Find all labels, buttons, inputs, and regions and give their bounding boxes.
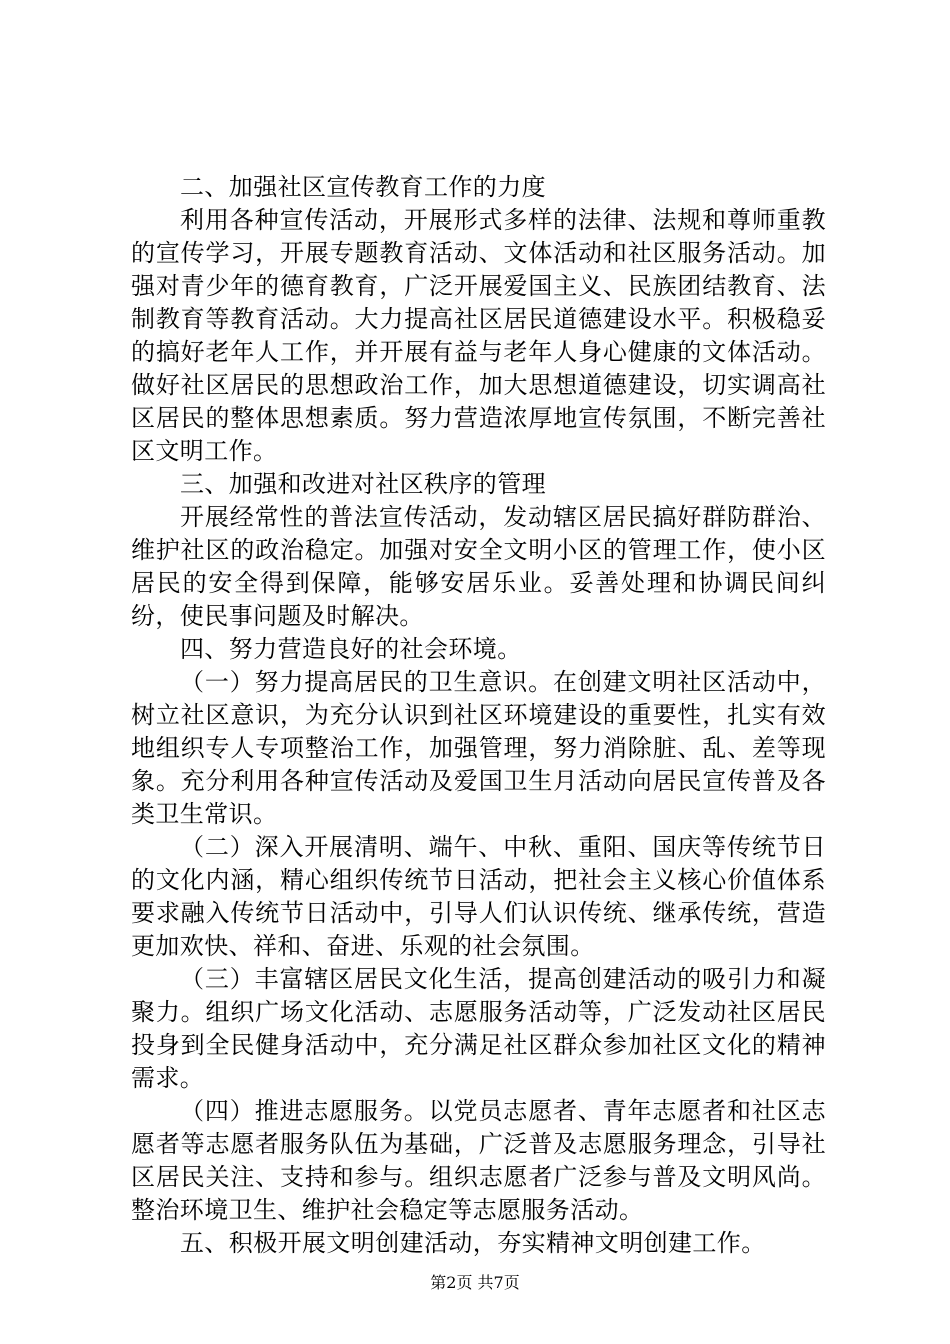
paragraph-community-order: 开展经常性的普法宣传活动，发动辖区居民搞好群防群治、维护社区的政治稳定。加强对安全文明小区的管理工作，使小区居民的安全得到保障，能够安居乐业。妥善处理和协调民间纠纷，使民事问题及时解决。 [131,503,826,630]
paragraph-sub-3-culture: （三）丰富辖区居民文化生活，提高创建活动的吸引力和凝聚力。组织广场文化活动、志愿服务活动等，广泛发动社区居民投身到全民健身活动中，充分满足社区群众参加社区文化的精神需求。 [131,965,826,1092]
page-number-footer: 第2页 共7页 [430,1273,520,1292]
paragraph-sub-1-hygiene: （一）努力提高居民的卫生意识。在创建文明社区活动中，树立社区意识，为充分认识到社区环境建设的重要性，扎实有效地组织专人专项整治工作，加强管理，努力消除脏、乱、差等现象。充分利用各种宣传活动及爱国卫生月活动向居民宣传普及各类卫生常识。 [131,668,826,828]
section-heading-2: 二、加强社区宣传教育工作的力度 [180,173,546,201]
section-heading-5: 五、积极开展文明创建活动，夯实精神文明创建工作。 [180,1229,766,1257]
paragraph-sub-4-volunteer: （四）推进志愿服务。以党员志愿者、青年志愿者和社区志愿者等志愿者服务队伍为基础，广泛普及志愿服务理念，引导社区居民关注、支持和参与。组织志愿者广泛参与普及文明风尚。整治环境卫生、维护社会稳定等志愿服务活动。 [131,1097,826,1224]
section-heading-4: 四、努力营造良好的社会环境。 [180,635,522,663]
paragraph-propaganda-education: 利用各种宣传活动，开展形式多样的法律、法规和尊师重教的宣传学习，开展专题教育活动、文体活动和社区服务活动。加强对青少年的德育教育，广泛开展爱国主义、民族团结教育、法制教育等教育活动。大力提高社区居民道德建设水平。积极稳妥的搞好老年人工作，并开展有益与老年人身心健康的文体活动。做好社区居民的思想政治工作，加大思想道德建设，切实调高社区居民的整体思想素质。努力营造浓厚地宣传氛围，不断完善社区文明工作。 [131,206,826,465]
document-body [131,171,826,1260]
paragraph-sub-2-festivals: （二）深入开展清明、端午、中秋、重阳、国庆等传统节日的文化内涵，精心组织传统节日活动，把社会主义核心价值体系要求融入传统节日活动中，引导人们认识传统、继承传统，营造更加欢快、祥和、奋进、乐观的社会氛围。 [131,833,826,960]
section-heading-3: 三、加强和改进对社区秩序的管理 [180,470,546,498]
